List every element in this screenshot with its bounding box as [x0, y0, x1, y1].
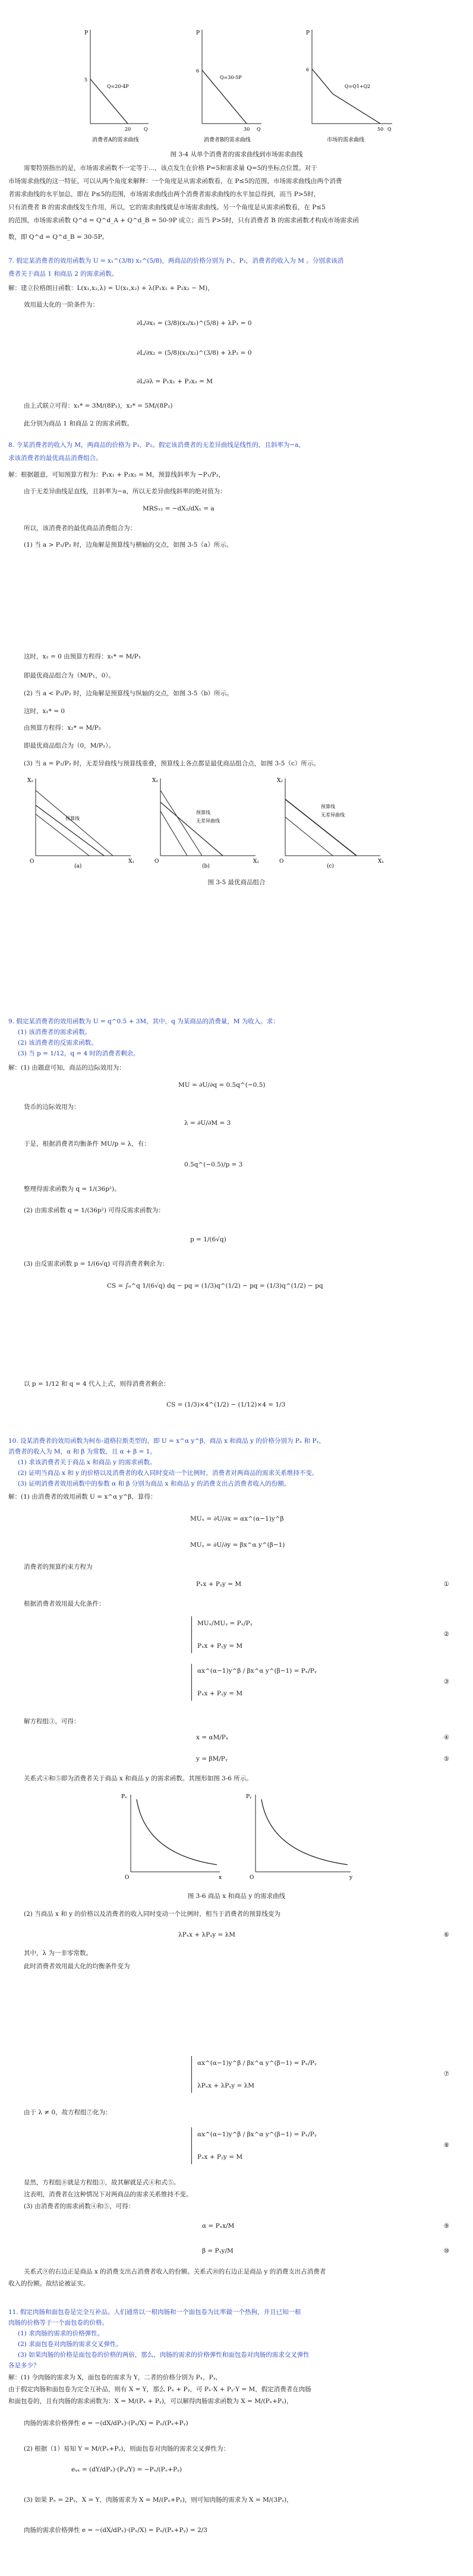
fig35c-origin: O — [279, 859, 284, 865]
fig34-curve-label-b: Q=30-5P — [220, 75, 242, 80]
fig35a-label: (a) — [74, 863, 82, 869]
fig34-x-axis-b: Q — [257, 127, 261, 132]
q8-case-2d: 即最优商品组合为（0，M/P₂）。 — [24, 742, 115, 749]
q9-eq-cs: CS = ∫₀^q 1/(6√q) dq − pq = (1/3)q^(1/2) − pq = (1/3)q^(1/2) − pq — [107, 1282, 323, 1289]
fig34-x-tick-c: 50 — [377, 127, 384, 132]
q11-elasticity-3: 肉肠的需求价格弹性 e = −(dX/dPₓ)·(Pₓ/X) = Pₓ/(Pₓ+Pᵧ) = 2/3 — [24, 2527, 207, 2534]
fig35c-budget-label: 预算线 — [321, 804, 335, 809]
q10-title: 10. 设某消费者的效用函数为柯布-道格拉斯类型的，即 U = x^α y^β，商品 x 和商品 y 的价格分别为 Pₓ 和 Pᵧ， — [8, 1437, 325, 1445]
q9-eq-mu: MU = ∂U/∂q = 0.5q^(−0.5) — [178, 1082, 266, 1089]
fig35b-budget-label: 预算线 — [196, 810, 210, 815]
fig34-caption: 图 3-4 从单个消费者的需求曲线到市场需求曲线 — [170, 151, 303, 158]
q9-money: 货币的边际效用为： — [24, 1103, 80, 1111]
fig34-y-tick-b: 6 — [196, 68, 200, 74]
q10-part2f: 这表明，消费者在这种情况下对两商品的需求关系维持不变。 — [24, 2191, 193, 2198]
fig34-x-tick-a: 20 — [125, 127, 131, 132]
q10-part3: (3) 由消费者的需求函数④和⑤，可得： — [24, 2203, 135, 2210]
q11-title-2: 肉肠的价格等于一个面包卷的价格。 — [8, 2319, 108, 2326]
q11-item-3: (3) 如果肉肠的价格是面包卷的价格的两倍，那么，肉肠的需求的价格弹性和面包卷对肉肠的需求交叉弹性 — [18, 2351, 310, 2359]
fig35b-origin: O — [154, 859, 159, 865]
q10-solve: 解方程组③，可得： — [24, 1718, 80, 1725]
q10-eq-budget: Pₓx + Pᵧy = M — [196, 1581, 242, 1588]
fig36-panel-y — [246, 1794, 353, 1881]
q10-item-1: (1) 求该消费者关于商品 x 和商品 y 的需求函数。 — [18, 1459, 156, 1466]
q10-sys2-no: ③ — [443, 1678, 449, 1685]
q9-inverse: (2) 由需求函数 q = 1/(36p²) 可得反需求函数为： — [24, 1207, 165, 1214]
q9-solution: 解：(1) 由题意可知，商品的边际效用为： — [8, 1064, 125, 1071]
q9-item-1: (1) 该消费者的需求函数。 — [18, 1029, 92, 1036]
q7-solution-2: 由上式联立可得：x₁* = 3M/(8P₁)，x₂* = 5M/(8P₂) — [24, 402, 173, 409]
q10-sys2-b: Pₓx + Pᵧy = M — [197, 1690, 243, 1697]
q10-part2e: 显然，方程组⑧就是方程组③，故其解就是式④和式⑤。 — [24, 2179, 180, 2186]
fig36-x-label-x: x — [219, 1875, 222, 1881]
fig36-x-label-y: y — [349, 1875, 353, 1881]
q10-eq-x-no: ④ — [443, 1734, 449, 1741]
fig35a-budget-line — [36, 805, 104, 856]
q9-item-2: (2) 该消费者的反需求函数。 — [18, 1039, 97, 1046]
para34-line-4: 只有消费者 B 的需求曲线发生作用，所以，它的需求曲线就是市场需求曲线。另一个角度是从需求函数看，在 P≤5 — [8, 204, 326, 211]
q10-sys1-a: MUₓ/MUᵧ = Pₓ/Pᵧ — [197, 1620, 253, 1627]
q8-case-2: (2) 当 a < P₁/P₂ 时，边角解是预算线与纵轴的交点，如图 3-5（b）所示。 — [24, 690, 233, 697]
fig36-panel-x — [121, 1794, 222, 1881]
q8-title-2: 求该消费者的最优商品消费组合。 — [8, 455, 102, 462]
q10-eq-budget-no: ① — [443, 1581, 449, 1588]
fig36-origin-y: O — [250, 1875, 254, 1881]
fig35b-label: (b) — [202, 863, 210, 869]
fig35b-y-label: X₂ — [152, 778, 159, 784]
q9-substitute: 以 p = 1/12 和 q = 4 代入上式，则得消费者剩余： — [24, 1380, 170, 1388]
q9-eq-result: CS = (1/3)×4^(1/2) − (1/12)×4 = 1/3 — [166, 1401, 286, 1408]
para34-line-6: 数，即 Q^d = Q^d_B = 30-5P。 — [8, 234, 109, 241]
fig34-curve-label-c: Q=Q1+Q2 — [345, 84, 371, 89]
q9-eq-balance: 0.5q^(−0.5)/p = 3 — [184, 1161, 243, 1168]
fig34-panel-label-a: 消费者A的需求曲线 — [92, 137, 139, 143]
q10-eq-beta: β = Pᵧy/M — [202, 2247, 234, 2255]
q9-condition: 于是，根据消费者均衡条件 MU/p = λ，有： — [24, 1140, 150, 1147]
fig34-y-axis-a: P — [84, 30, 89, 36]
figure-3-5 — [24, 773, 398, 874]
q11-item-2: (2) 求面包卷对肉肠的需求交叉弹性。 — [18, 2341, 122, 2348]
q10-solution: 解：(1) 由消费者的效用函数 U = x^α y^β，算得： — [8, 1493, 157, 1500]
q7-condition: 效用最大化的一阶条件为： — [24, 301, 99, 308]
q10-brace-2 — [191, 1664, 192, 1701]
q7-eq-1: ∂L/∂x₁ = (3/8)(x₂/x₁)^(5/8) + λP₁ = 0 — [137, 320, 252, 327]
q10-eq-y-no: ⑤ — [443, 1755, 449, 1762]
q7-solution: 解：建立拉格朗日函数：L(x₁,x₂,λ) = U(x₁,x₂) + λ(P₁x₁ + P₂x₂ − M)， — [8, 285, 214, 292]
q8-case-2b: 这时，x₁* = 0 — [24, 708, 65, 715]
fig35a-budget-label: 预算线 — [65, 816, 80, 821]
q10-sys3-no: ⑦ — [443, 2070, 449, 2077]
q11-solution-3: 和面包卷的，且有肉肠的需求函数为：X = M/(Pₓ + Pᵧ)，可以解得肉肠需求函数为 X = M/(Pₓ+Pᵧ)， — [8, 2398, 293, 2405]
q10-item-3: (3) 证明消费者效用函数中的参数 α 和 β 分别为商品 x 和商品 y 的消费支出占消费者收入的份额。 — [18, 1480, 291, 1487]
fig34-panel-label-b: 消费者B的需求曲线 — [204, 137, 251, 143]
fig34-panel-label-c: 市场的需求曲线 — [327, 137, 365, 143]
fig35c-indiff-label: 无差异曲线 — [321, 812, 345, 818]
fig34-y-axis-b: P — [196, 30, 200, 36]
fig34-y-tick-a: 5 — [84, 77, 88, 83]
fig36-y-label-x: Pₓ — [121, 1794, 127, 1800]
fig34-x-tick-b: 30 — [244, 127, 250, 132]
fig36-origin-x: O — [125, 1875, 130, 1881]
q8-solution-2: 由于无差异曲线是直线，且斜率为−a，所以无差异曲线斜率的绝对值为： — [24, 488, 226, 495]
q10-brace-3 — [191, 2056, 192, 2093]
q8-title: 8. 令某消费者的收入为 M，两商品的价格为 P₁，P₂。假定该消费者的无差异曲线是线性的，且斜率为−a， — [8, 442, 305, 449]
q11-item-4: 各是多少？ — [8, 2362, 40, 2369]
q11-solution: 解：(1) 令肉肠的需求为 X，面包卷的需求为 Y，二者的价格分别为 Pₓ，Pᵧ， — [8, 2374, 222, 2381]
fig36-curve-x — [137, 1799, 217, 1865]
q10-sys4-b: Pₓx + Pᵧy = M — [197, 2154, 243, 2161]
q11-item-1: (1) 求肉肠的需求的价格弹性。 — [18, 2330, 104, 2337]
q7-eq-2: ∂L/∂x₂ = (5/8)(x₁/x₂)^(3/8) + λP₂ = 0 — [137, 349, 252, 357]
q9-eq-inverse: p = 1/(6√q) — [190, 1236, 226, 1243]
q10-part3c: 收入的份额。故结论被证实。 — [8, 2280, 90, 2287]
q10-eq-y: y = βM/Pᵧ — [196, 1755, 228, 1762]
q10-part3b: 关系式⑨的右边正是商品 x 的消费支出占消费者收入的份额。关系式⑩的右边正是商品 y 的消费支出占消费者 — [24, 2268, 326, 2275]
q10-eq-mux: MUₓ = ∂U/∂x = αx^(α−1)y^β — [190, 1515, 284, 1522]
fig34-curve-c — [312, 69, 380, 124]
q9-cs: (3) 由反需求函数 p = 1/(6√q) 可得消费者剩余为： — [24, 1260, 169, 1267]
q9-title: 9. 假定某消费者的效用函数为 U = q^0.5 + 3M，其中，q 为某商品的消费量，M 为收入。求： — [8, 1018, 279, 1025]
q10-sys2-a: αx^(α−1)y^β / βx^α y^(β−1) = Pₓ/Pᵧ — [197, 1667, 317, 1675]
figure-3-4 — [77, 23, 410, 147]
figure-3-6 — [119, 1789, 368, 1890]
fig35c-label: (c) — [327, 863, 335, 869]
q8-solution-1: 解：根据题意，可知预算方程为：P₁x₁ + P₂x₂ = M，预算线斜率为 −P₁/P₂， — [8, 471, 225, 478]
q11-elasticity-2: eᵧₓ = (dY/dPₓ)·(Pₓ/Y) = −Pₓ/(Pₓ+Pᵧ) — [71, 2466, 182, 2473]
q10-sys4-a: αx^(α−1)y^β / βx^α y^(β−1) = Pₓ/Pᵧ — [197, 2131, 317, 2138]
para34-line-2: 市场需求曲线的这一特征，可以从两个角度来解释：一个角度是从需求函数看，在 P≤5的范围，市场需求曲线由两个消费 — [8, 178, 342, 185]
fig35-caption: 图 3-5 最优商品组合 — [207, 879, 266, 886]
q11-part3: (3) 如果 Pₓ = 2Pᵧ，X = Y，肉肠需求为 X = M/(Pₓ+Pᵧ)，则可知肉肠的需求为 X = M/(3Pᵧ)， — [24, 2496, 293, 2504]
fig34-x-axis-c: Q — [387, 127, 392, 132]
fig35-panel-a — [27, 778, 134, 869]
fig34-x-axis-a: Q — [144, 127, 148, 132]
q10-eq-beta-no: ⑩ — [443, 2247, 449, 2255]
q8-eq-mrs: MRS₁₂ = −dX₂/dX₁ = a — [143, 505, 215, 512]
fig35a-x-label: X₁ — [128, 859, 135, 865]
fig35b-x-label: X₁ — [253, 859, 260, 865]
fig35b-budget-line — [160, 802, 223, 856]
fig35a-origin: O — [30, 859, 34, 865]
q7-title: 7. 假定某消费者的效用函数为 U = x₁^(3/8) x₂^(5/8)，两商品的价格分别为 P₁，P₂，消费者的收入为 M 。分别求该消 — [8, 257, 344, 264]
q10-eq-alpha-no: ⑨ — [443, 2222, 449, 2230]
q10-part2c: 此时消费者效用最大化的均衡条件变为 — [24, 1963, 130, 1970]
fig36-curve-y — [261, 1799, 348, 1865]
q8-case-3: (3) 当 a = P₁/P₂ 时，无差异曲线与预算线重叠，预算线上各点都是最优商品组合点，如图 3-5（c）所示。 — [24, 760, 320, 767]
fig35-panel-c — [277, 778, 384, 869]
q9-demand: 整理得需求函数为 q = 1/(36p²)。 — [24, 1185, 121, 1193]
para34-line-5: 的范围，市场需求函数 Q^d = Q^d_A + Q^d_B = 50-9P 成立；而当 P>5时，只有消费者 B 的需求函数才构成市场需求函 — [8, 217, 359, 224]
q10-budget: 消费者的预算约束方程为 — [24, 1563, 93, 1571]
q10-sys3-a: αx^(α−1)y^β / βx^α y^(β−1) = Pₓ/Pᵧ — [197, 2060, 317, 2067]
q11-part2: (2) 根据（1）易知 Y = M/(Pₓ+Pᵧ)，则面包卷对肉肠的需求交叉弹性为： — [24, 2445, 229, 2452]
fig35-panel-b — [152, 778, 259, 869]
fig34-curve-label-a: Q=20-4P — [107, 84, 129, 89]
q8-solution-3: 所以，该消费者的最优商品消费组合为： — [24, 525, 136, 532]
q10-eq-x: x = αM/Pₓ — [196, 1734, 229, 1741]
q10-eq-lambda: λPₓx + λPᵧy = λM — [178, 1931, 236, 1938]
q10-eq-lambda-no: ⑥ — [443, 1931, 449, 1938]
q10-sys4-no: ⑧ — [443, 2142, 449, 2149]
q10-relation: 关系式④和⑤即为消费者关于商品 x 和商品 y 的需求函数。其图形如图 3-6 所示。 — [24, 1775, 253, 1782]
q8-case-2c: 由预算方程得：x₂* = M/P₂ — [24, 724, 101, 732]
q10-sys3-b: λPₓx + λPᵧy = λM — [197, 2082, 255, 2089]
fig34-panel-b — [196, 30, 261, 143]
q10-brace-4 — [191, 2127, 192, 2164]
q9-item-3: (3) 当 p = 1/12，q = 4 时的消费者剩余。 — [18, 1050, 140, 1057]
q10-eq-alpha: α = Pₓx/M — [202, 2222, 235, 2230]
q10-brace-1 — [191, 1616, 192, 1653]
q10-part2b: 其中，λ 为一非零常数。 — [24, 1950, 92, 1957]
q10-item-2: (2) 证明当商品 x 和 y 的价格以及消费者的收入同时变动一个比例时，消费者对两商品的需求关系维持不变。 — [18, 1470, 319, 1477]
q10-sys1-no: ② — [443, 1631, 449, 1638]
fig34-panel-a — [84, 30, 149, 143]
fig36-y-label-y: Pᵧ — [246, 1794, 252, 1800]
q8-case-1b: 这时，x₂ = 0 由预算方程得：x₁* = M/P₁ — [24, 653, 141, 660]
fig35c-x-label: X₁ — [378, 859, 384, 865]
para34-line-1: 需要特别指出的是，市场需求函数不一定等于...，该点发生在价格 P=5和需求量 Q=5的坐标点位置。对于 — [24, 165, 317, 172]
q8-case-1: (1) 当 a > P₁/P₂ 时，边角解是预算线与横轴的交点，如图 3-5（a）所示。 — [24, 541, 233, 548]
q7-eq-3: ∂L/∂λ = P₁x₁ + P₂x₂ = M — [137, 378, 213, 385]
q8-case-1c: 即最优商品组合为（M/P₁，0）。 — [24, 672, 115, 679]
q11-solution-2: 由于假定肉肠和面包卷为完全互补品，则有 X = Y，那么 Pₓ + Pᵧ，可 Pₓ·X + Pᵧ·Y = M，假定消费者在肉肠 — [8, 2386, 311, 2393]
q10-title-2: 消费者的收入为 M，α 和 β 为常数，且 α + β = 1。 — [8, 1448, 156, 1455]
fig35b-indiff-label: 无差异曲线 — [196, 818, 220, 824]
q11-elasticity-1: 肉肠的需求价格弹性 e = −(dX/dPₓ)·(Pₓ/X) = Pₓ/(Pₓ+Pᵧ) — [24, 2420, 188, 2427]
para34-line-3: 者需求曲线的水平加总，即在 P≤5的范围，市场需求曲线由两个消费者需求曲线的水平加总得到，而当 P>5时， — [8, 191, 320, 198]
q11-title: 11. 假定肉肠和面包卷是完全互补品。人们通常以一根肉肠和一个面包卷为比率做一个热狗，并且已知一根 — [8, 2309, 301, 2316]
q9-eq-lambda: λ = ∂U/∂M = 3 — [184, 1120, 231, 1127]
q7-conclusion: 此分别为商品 1 和商品 2 的需求函数。 — [24, 420, 134, 427]
fig34-panel-c — [306, 30, 392, 143]
fig34-y-tick-c: 6 — [306, 67, 310, 72]
fig35a-y-label: X₂ — [27, 778, 34, 784]
fig36-caption: 图 3-6 商品 x 和商品 y 的需求曲线 — [187, 1893, 286, 1900]
q10-part2d: 由于 λ ≠ 0，故方程组⑦化为： — [24, 2109, 112, 2116]
q7-title-2: 费者关于商品 1 和商品 2 的需求函数。 — [8, 270, 118, 278]
q10-part2: (2) 当商品 x 和 y 的价格以及消费者的收入同时变动一个比例时，相当于消费者的预算线变为 — [24, 1910, 280, 1918]
q10-by: 根据消费者效用最大化条件： — [24, 1600, 105, 1607]
q10-eq-muy: MUᵧ = ∂U/∂y = βx^α y^(β−1) — [190, 1541, 285, 1549]
q10-sys1-b: Pₓx + Pᵧy = M — [197, 1642, 243, 1650]
fig34-y-axis-c: P — [306, 30, 310, 36]
fig35c-y-label: X₂ — [277, 778, 283, 784]
